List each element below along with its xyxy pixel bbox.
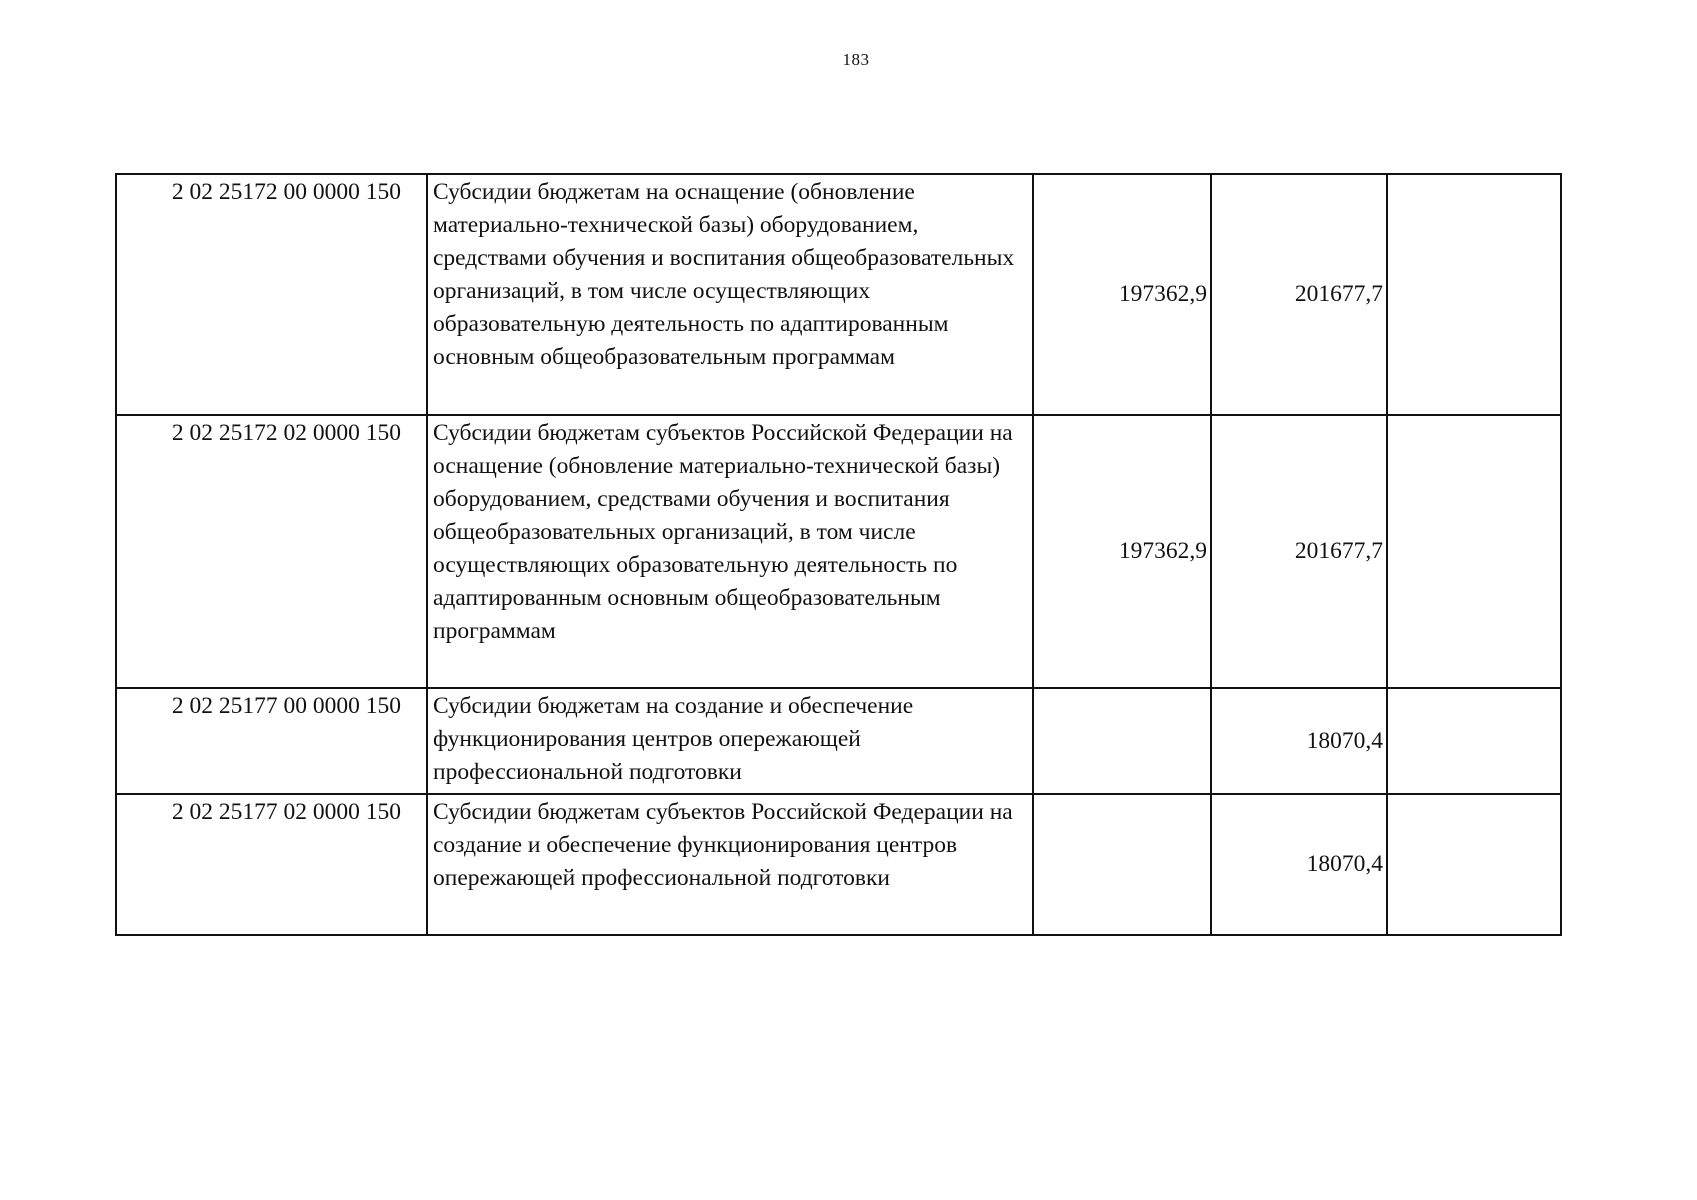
budget-code-cell: 2 02 25172 00 0000 150 xyxy=(116,174,427,415)
amount-cell-year-1: 197362,9 xyxy=(1033,415,1211,688)
budget-code-cell: 2 02 25177 00 0000 150 xyxy=(116,688,427,794)
amount-cell-year-3 xyxy=(1387,174,1561,415)
table-row xyxy=(116,174,1561,415)
amount-cell-year-1 xyxy=(1033,688,1211,794)
budget-code-cell: 2 02 25177 02 0000 150 xyxy=(116,794,427,935)
amount-cell-year-2: 18070,4 xyxy=(1211,794,1387,935)
table-row xyxy=(116,794,1561,935)
amount-cell-year-2: 201677,7 xyxy=(1211,174,1387,415)
page-number: 183 xyxy=(842,50,870,69)
description-cell: Субсидии бюджетам субъектов Российской Федерации на оснащение (обновление материально-технической базы) оборудованием, средствами обучения и воспитания общеобразовательных организаций, в том числе осуществляющих образовательную деятельность по адаптированным основным общеобразовательным программам xyxy=(427,415,1033,688)
budget-code-cell: 2 02 25172 02 0000 150 xyxy=(116,415,427,688)
amount-cell-year-1: 197362,9 xyxy=(1033,174,1211,415)
description-cell: Субсидии бюджетам субъектов Российской Федерации на создание и обеспечение функционирования центров опережающей профессиональной подготовки xyxy=(427,794,1033,935)
table-row xyxy=(116,415,1561,688)
amount-cell-year-3 xyxy=(1387,688,1561,794)
description-cell: Субсидии бюджетам на создание и обеспечение функционирования центров опережающей профессиональной подготовки xyxy=(427,688,1033,794)
table-row xyxy=(116,688,1561,794)
amount-cell-year-3 xyxy=(1387,794,1561,935)
budget-table xyxy=(115,173,1562,936)
amount-cell-year-1 xyxy=(1033,794,1211,935)
amount-cell-year-2: 201677,7 xyxy=(1211,415,1387,688)
amount-cell-year-3 xyxy=(1387,415,1561,688)
amount-cell-year-2: 18070,4 xyxy=(1211,688,1387,794)
description-cell: Субсидии бюджетам на оснащение (обновление материально-технической базы) оборудованием, средствами обучения и воспитания общеобразовательных организаций, в том числе осуществляющих образовательную деятельность по адаптированным основным общеобразовательным программам xyxy=(427,174,1033,415)
